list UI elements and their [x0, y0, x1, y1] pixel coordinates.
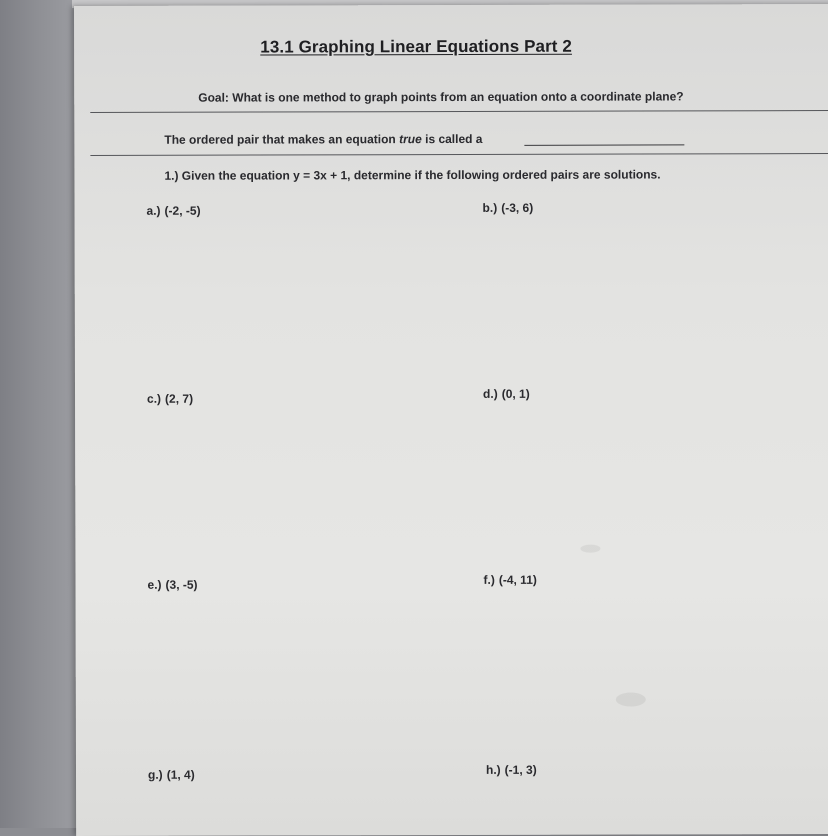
item-pair: (-4, 11): [498, 572, 537, 587]
item-label: f.): [483, 572, 495, 587]
item-pair: (-1, 3): [504, 762, 537, 777]
item-label: h.): [485, 762, 501, 777]
worksheet-title: 13.1 Graphing Linear Equations Part 2: [260, 36, 572, 57]
item-label: g.): [147, 767, 163, 782]
paper-smudge: [616, 693, 646, 707]
divider-line: [90, 110, 828, 113]
item-h: [486, 763, 537, 777]
goal-statement: Goal: What is one method to graph points from an equation onto a coordinate plane?: [198, 89, 684, 105]
item-label: b.): [482, 200, 498, 215]
item-f: [483, 573, 536, 587]
item-label: a.): [146, 203, 161, 218]
item-b: [483, 201, 534, 215]
item-pair: (-3, 6): [501, 200, 534, 215]
item-pair: (2, 7): [165, 391, 194, 406]
item-e: [147, 578, 197, 592]
item-label: e.): [147, 577, 162, 592]
item-d: [483, 387, 530, 401]
item-a: [147, 204, 201, 218]
item-pair: (3, -5): [165, 577, 198, 592]
question-1: 1.) Given the equation y = 3x + 1, determine if the following ordered pairs are solutions.: [164, 167, 661, 183]
item-g: [148, 768, 195, 782]
ordered-pair-emphasis: true: [399, 132, 422, 147]
ordered-pair-sentence: [164, 132, 482, 147]
paper-smudge: [580, 545, 600, 553]
ordered-pair-prefix: The ordered pair that makes an equation: [164, 132, 396, 147]
item-c: [147, 392, 193, 406]
item-pair: (-2, -5): [164, 203, 201, 218]
answer-blank[interactable]: [524, 144, 684, 145]
item-pair: (1, 4): [166, 767, 195, 782]
divider-line: [90, 153, 828, 156]
item-label: c.): [147, 391, 162, 406]
item-label: d.): [482, 386, 498, 401]
ordered-pair-suffix: is called a: [425, 131, 483, 147]
worksheet-page: [74, 4, 828, 836]
item-pair: (0, 1): [501, 386, 530, 401]
